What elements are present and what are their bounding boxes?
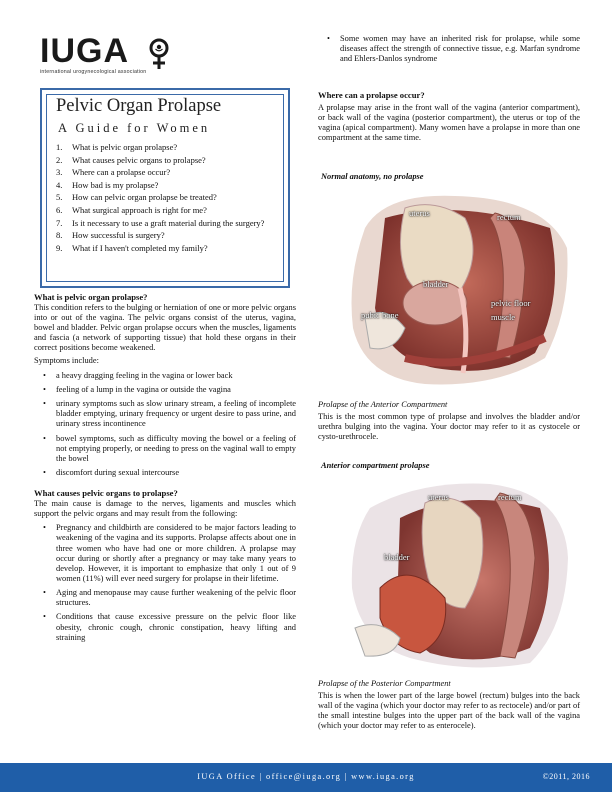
guide-item: 7. Is it necessary to use a graft material during the surgery? <box>56 217 265 228</box>
anatomy-diagram-icon <box>345 188 573 388</box>
label-rectum: rectum <box>497 212 521 222</box>
figure2-title: Anterior compartment prolapse <box>321 461 430 470</box>
guide-item: 2. What causes pelvic organs to prolapse? <box>56 154 206 165</box>
guide-item: 6. What surgical approach is right for me? <box>56 204 207 215</box>
logo-tagline: international urogynecological association <box>40 69 147 75</box>
list-item: • Pregnancy and childbirth are considered to be major factors leading to weakening of the vagina and its supports. Prolapse affects about one in three women who have had one or more children. A prolapse may occur during or shortly after a pregnancy or may take many years to develop. However, it is important to emphasize that only 1 out of 9 women (11%) will ever need surgery for prolapse in their lifetime. <box>34 523 296 584</box>
label-uterus: uterus <box>409 208 430 218</box>
list-item: • discomfort during sexual intercourse <box>34 468 296 478</box>
right-column-continued-list <box>318 34 580 68</box>
label-pelvic-floor: pelvic floor <box>491 298 531 308</box>
section-where <box>318 90 580 143</box>
anterior-prolapse-illustration <box>340 478 572 674</box>
venus-symbol-icon <box>148 37 170 71</box>
list-item: • Aging and menopause may cause further weakening of the pelvic floor structures. <box>34 588 296 608</box>
list-item: • feeling of a lump in the vagina or outside the vagina <box>34 385 296 395</box>
normal-anatomy-illustration <box>345 188 573 388</box>
logo-wordmark: IUGA <box>40 32 129 70</box>
label-rectum: rectum <box>498 492 522 502</box>
guide-contents-list <box>56 141 281 254</box>
anatomy-diagram-icon <box>340 478 572 674</box>
anterior-body: This is the most common type of prolapse and involves the bladder and/or urethra bulging into the vagina. Your doctor may refer to it as cystocele or cysto-urethrocele. <box>318 412 580 442</box>
section-heading-where: Where can a prolapse occur? <box>318 90 425 100</box>
symptoms-intro: Symptoms include: <box>34 356 99 366</box>
footer-copyright: ©2011, 2016 <box>542 772 590 781</box>
label-muscle: muscle <box>491 312 516 322</box>
list-item: • bowel symptoms, such as difficulty moving the bowel or a feeling of not emptying properly, or needing to press on the vaginal wall to empty the bowel <box>34 434 296 464</box>
list-item: • Conditions that cause excessive pressure on the pelvic floor like obesity, chronic cough, chronic constipation, heavy lifting and straining <box>34 612 296 642</box>
guide-subtitle: A Guide for Women <box>58 121 211 135</box>
section-body-what-is: This condition refers to the bulging or herniation of one or more pelvic organs into or out of the vagina. The pelvic organs consist of the uterus, vagina, bowel and bladder. Pelvic organ prolapse occurs when the muscles, ligaments and fascia (a network of supporting tissue) that hold these organs in their correct positions become weakened. <box>34 303 296 353</box>
causes-list <box>34 523 296 642</box>
list-item: • urinary symptoms such as slow urinary stream, a feeling of incomplete bladder emptying, urinary frequency or urgent desire to pass urine, and urinary stress incontinence <box>34 399 296 429</box>
guide-title: Pelvic Organ Prolapse <box>56 96 222 116</box>
section-body-causes: The main cause is damage to the nerves, ligaments and muscles which support the pelvic organs and may result from the following: <box>34 499 296 519</box>
label-bladder: bladder <box>423 279 449 289</box>
label-bladder: bladder <box>384 552 410 562</box>
guide-item: 5. How can pelvic organ prolapse be treated? <box>56 192 217 203</box>
iuga-logo <box>40 34 180 78</box>
section-heading-causes: What causes pelvic organs to prolapse? <box>34 488 178 499</box>
guide-item: 9. What if I haven't completed my family? <box>56 242 208 253</box>
footer-contact: IUGA Office | office@iuga.org | www.iuga.org <box>197 772 415 781</box>
section-body-where: A prolapse may arise in the front wall of the vagina (anterior compartment), or back wall of the vagina (posterior compartment), the uterus or top of the vagina (apical compartment). Many women have a prolapse in more than one compartment at the same time. <box>318 103 580 143</box>
posterior-caption: Prolapse of the Posterior Compartment <box>318 679 451 688</box>
label-pubic-bone: pubic bone <box>361 310 399 320</box>
anterior-caption: Prolapse of the Anterior Compartment <box>318 400 448 409</box>
guide-item: 8. How successful is surgery? <box>56 230 165 241</box>
list-item: • Some women may have an inherited risk for prolapse, while some diseases affect the strength of connective tissue, e.g. Marfan syndrome and Ehlers-Danlos syndrome <box>318 34 580 64</box>
section-posterior <box>318 679 580 731</box>
list-item: • a heavy dragging feeling in the vagina or lower back <box>34 371 296 381</box>
guide-item: 4. How bad is my prolapse? <box>56 179 159 190</box>
guide-item: 3. Where can a prolapse occur? <box>56 167 171 178</box>
figure1-title: Normal anatomy, no prolapse <box>321 172 424 181</box>
label-uterus: uterus <box>428 492 449 502</box>
section-heading-what-is: What is pelvic organ prolapse? <box>34 292 148 302</box>
symptoms-list <box>34 371 296 479</box>
guide-box <box>40 88 290 288</box>
section-anterior <box>318 400 580 442</box>
left-column <box>34 292 296 647</box>
guide-item: 1. What is pelvic organ prolapse? <box>56 142 178 152</box>
posterior-body: This is when the lower part of the large bowel (rectum) bulges into the back wall of the vagina (which your doctor may refer to as rectocele) and/or part of the small intestine bulges into the upper part of the back wall of the vagina (which your doctor may refer to as enterocele). <box>318 691 580 731</box>
footer-bar <box>0 763 612 792</box>
